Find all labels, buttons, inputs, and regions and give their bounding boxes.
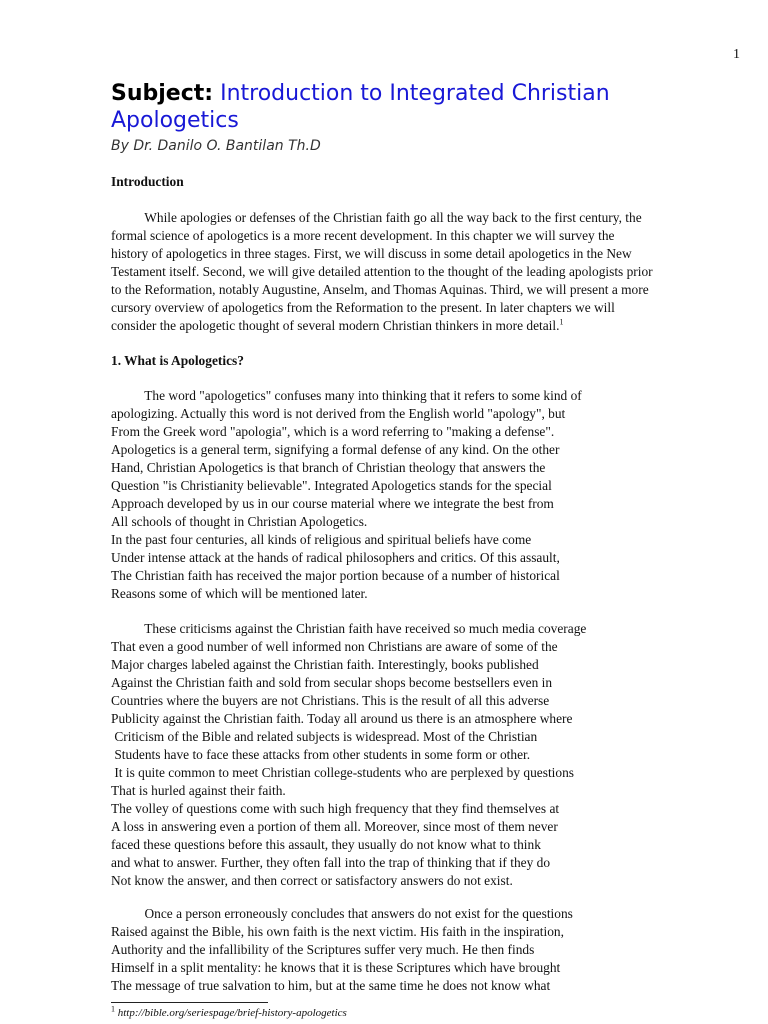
body-line: Once a person erroneously concludes that answers do not exist for the questions: [111, 906, 573, 921]
body-line: Apologetics is a general term, signifying a formal defense of any kind. On the other: [111, 442, 560, 457]
body-line: cursory overview of apologetics from the Reformation to the present. In later chapters we will: [111, 300, 615, 315]
subject-label: Subject:: [111, 81, 214, 106]
body-line: In the past four centuries, all kinds of religious and spiritual beliefs have come: [111, 532, 532, 547]
footnote-number: 1: [111, 1004, 115, 1014]
body-line: history of apologetics in three stages. First, we will discuss in some detail apologetics in the New: [111, 246, 632, 261]
body-line: Not know the answer, and then correct or satisfactory answers do not exist.: [111, 873, 513, 888]
body-line: It is quite common to meet Christian college-students who are perplexed by questions: [111, 765, 574, 780]
body-line: Criticism of the Bible and related subjects is widespread. Most of the Christian: [111, 729, 538, 744]
body-line: apologizing. Actually this word is not derived from the English world "apology", but: [111, 406, 566, 421]
body-line: Raised against the Bible, his own faith is the next victim. His faith in the inspiration,: [111, 924, 564, 939]
byline: By Dr. Danilo O. Bantilan Th.D: [111, 138, 321, 154]
footnote-divider: [111, 1002, 268, 1003]
body-line: The message of true salvation to him, but at the same time he does not know what: [111, 978, 551, 993]
body-line: faced these questions before this assault, they usually do not know what to think: [111, 837, 541, 852]
body-line: Hand, Christian Apologetics is that branch of Christian theology that answers the: [111, 460, 546, 475]
footnote-text: http://bible.org/seriespage/brief-history-apologetics: [117, 1007, 347, 1019]
body-line: Publicity against the Christian faith. Today all around us there is an atmosphere where: [111, 711, 573, 726]
body-line: The Christian faith has received the major portion because of a number of historical: [111, 568, 560, 583]
body-line: Testament itself. Second, we will give detailed attention to the thought of the leading apologists prior: [111, 264, 653, 279]
body-line: Major charges labeled against the Christian faith. Interestingly, books published: [111, 657, 539, 672]
body-line: Countries where the buyers are not Christians. This is the result of all this adverse: [111, 693, 550, 708]
body-line: The volley of questions come with such high frequency that they find themselves at: [111, 801, 560, 816]
body-line: The word "apologetics" confuses many into thinking that it refers to some kind of: [111, 388, 582, 403]
subject-text: Introduction to Integrated Christian Apologetics: [111, 81, 610, 133]
body-line: and what to answer. Further, they often fall into the trap of thinking that if they do: [111, 855, 551, 870]
footnote: [111, 1004, 347, 1019]
title-block: [111, 80, 711, 154]
body-line: Under intense attack at the hands of radical philosophers and critics. Of this assault,: [111, 550, 560, 565]
document-title: [111, 80, 711, 134]
body-line: Approach developed by us in our course material where we integrate the best from: [111, 496, 554, 511]
section-heading: 1. What is Apologetics?: [111, 353, 244, 368]
body-line: From the Greek word "apologia", which is a word referring to "making a defense".: [111, 424, 555, 439]
body-line: All schools of thought in Christian Apologetics.: [111, 514, 368, 529]
introduction-heading: Introduction: [111, 174, 184, 189]
body-line: A loss in answering even a portion of them all. Moreover, since most of them never: [111, 819, 558, 834]
body-line: That even a good number of well informed non Christians are aware of some of the: [111, 639, 558, 654]
body-line: formal science of apologetics is a more recent development. In this chapter we will survey the: [111, 228, 615, 243]
body-line: While apologies or defenses of the Christian faith go all the way back to the first century, the: [111, 210, 642, 225]
body-line: consider the apologetic thought of several modern Christian thinkers in more detail.$^1$: [111, 317, 564, 333]
body-line: to the Reformation, notably Augustine, Anselm, and Thomas Aquinas. Third, we will present a more: [111, 282, 649, 297]
body-line: Reasons some of which will be mentioned later.: [111, 586, 368, 601]
body-line: That is hurled against their faith.: [111, 783, 286, 798]
footnote-ref: 1: [559, 317, 564, 327]
page-number: 1: [733, 47, 740, 62]
body-line: Himself in a split mentality: he knows that it is these Scriptures which have brought: [111, 960, 561, 975]
body-line: Authority and the infallibility of the Scriptures suffer very much. He then finds: [111, 942, 535, 957]
body-line: Against the Christian faith and sold from secular shops become bestsellers even in: [111, 675, 553, 690]
body-line: Question "is Christianity believable". Integrated Apologetics stands for the special: [111, 478, 552, 493]
body-line: Students have to face these attacks from other students in some form or other.: [111, 747, 531, 762]
body-line: These criticisms against the Christian faith have received so much media coverage: [111, 621, 587, 636]
